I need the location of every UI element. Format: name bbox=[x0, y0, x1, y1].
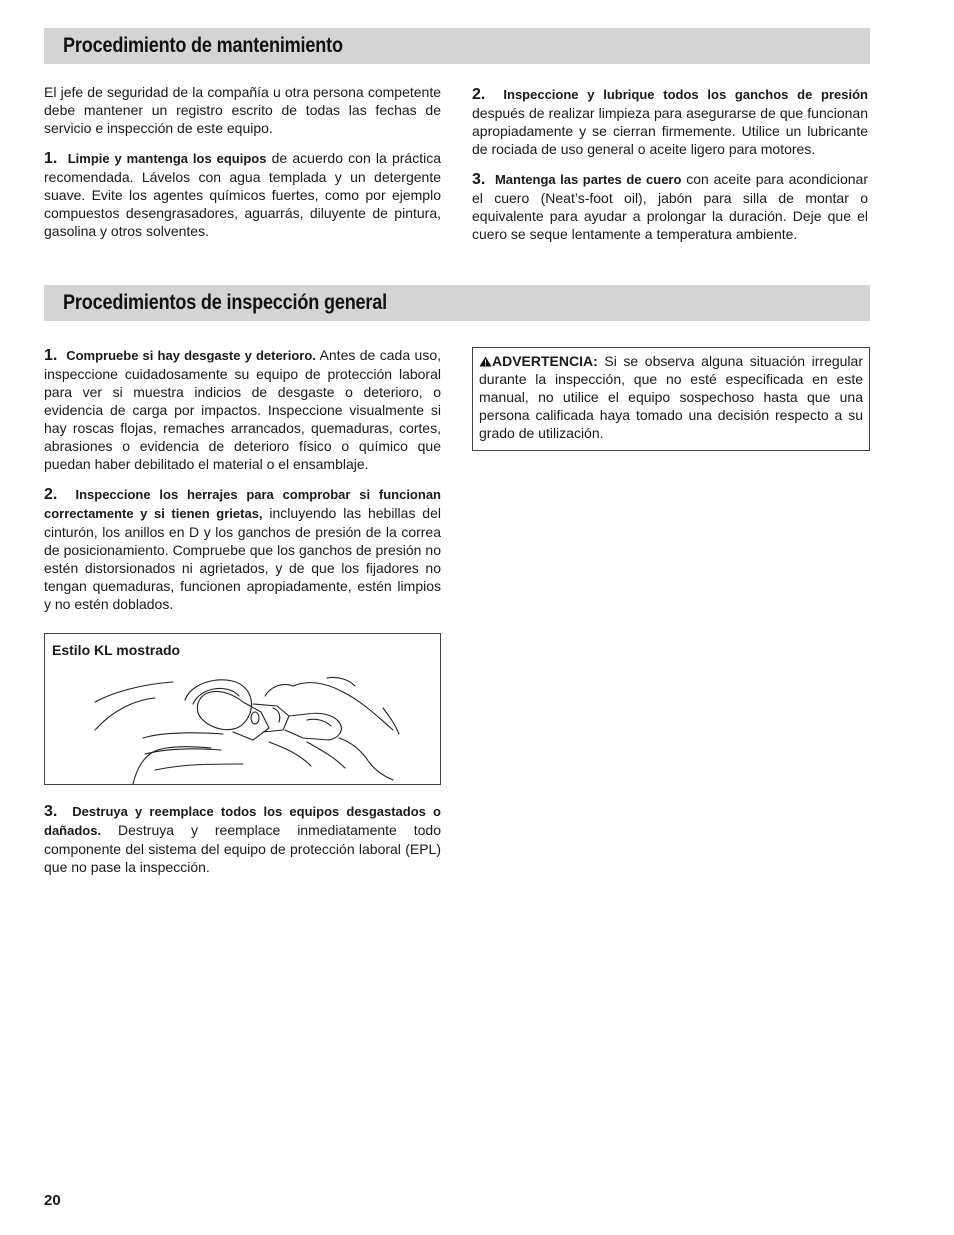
inspection-left-column bbox=[44, 346, 441, 613]
warning-label: ADVERTENCIA: bbox=[492, 353, 598, 369]
inspection-step-2: 2. Inspeccione los herrajes para comprobar si funcionan correctamente y si tienen grietas, incluyendo las hebillas del cinturón, los anillos en D y los ganchos de presión de la correa de posicionamiento. Compruebe que los ganchos de presión no estén distorsionados ni agrietados, y de que los fijadores no tengan quemaduras, funcionen apropiadamente, estén limpios y no estén doblados. bbox=[44, 486, 441, 612]
maintenance-step-1: 1. Limpie y mantenga los equipos de acuerdo con la práctica recomendada. Lávelos con agua templada y un detergente suave. Evite los agentes químicos fuertes, como por ejemplo compuestos desengrasadores, aguarrás, diluyente de pintura, gasolina y otros solventes. bbox=[44, 150, 441, 239]
figure-caption: Estilo KL mostrado bbox=[52, 642, 181, 658]
warning-box bbox=[472, 347, 870, 451]
section-header-inspection bbox=[44, 285, 870, 321]
figure-box bbox=[44, 633, 441, 785]
maintenance-step-3: 3. Mantenga las partes de cuero con aceite para acondicionar el cuero (Neat’s-foot oil), jabón para silla de montar o equivalente para ayudar a prolongar la duración. Deje que el cuero se seque lentamente a temperatura ambiente. bbox=[472, 171, 869, 242]
maintenance-right-column bbox=[472, 85, 868, 243]
maintenance-left-column bbox=[44, 83, 441, 240]
page-number: 20 bbox=[44, 1192, 61, 1209]
inspection-step-3-block bbox=[44, 802, 441, 876]
section-header-maintenance bbox=[44, 28, 870, 64]
intro-paragraph: El jefe de seguridad de la compañía u otra persona competente debe mantener un registro escrito de todas las fechas de servicio e inspección de este equipo. bbox=[44, 84, 441, 136]
inspection-step-1: 1. Compruebe si hay desgaste y deterioro. Antes de cada uso, inspeccione cuidadosamente su equipo de protección laboral para ver si muestra indicios de desgaste o deterioro, o evidencia de carga por impactos. Inspeccione visualmente si hay roscas flojas, remaches arrancados, quemaduras, cortes, abrasiones o evidencia de deterioro físico o químico que puedan haber debilitado el material o el ensamblaje. bbox=[44, 347, 441, 472]
snap-hook-hands-illustration bbox=[93, 672, 403, 784]
section-title: Procedimiento de mantenimiento bbox=[63, 34, 343, 57]
section-title: Procedimientos de inspección general bbox=[63, 291, 388, 314]
maintenance-step-2: 2. Inspeccione y lubrique todos los ganchos de presión después de realizar limpieza para asegurarse de que funcionan apropiadamente y se cierran firmemente. Utilice un lubricante de rociada de uso general o aceite ligero para motores. bbox=[472, 86, 868, 157]
inspection-step-3: 3. Destruya y reemplace todos los equipos desgastados o dañados. Destruya y reemplace inmediatamente todo componente del sistema del equipo de protección laboral (EPL) que no pase la inspección. bbox=[44, 803, 441, 875]
warning-triangle-icon bbox=[479, 353, 492, 364]
warning-text: Si se observa alguna situación irregular durante la inspección, que no esté especificada en este manual, no utilice el equipo sospechoso hasta que una persona calificada haya tomado una decisión respecto a su grado de utilización. bbox=[479, 353, 863, 441]
